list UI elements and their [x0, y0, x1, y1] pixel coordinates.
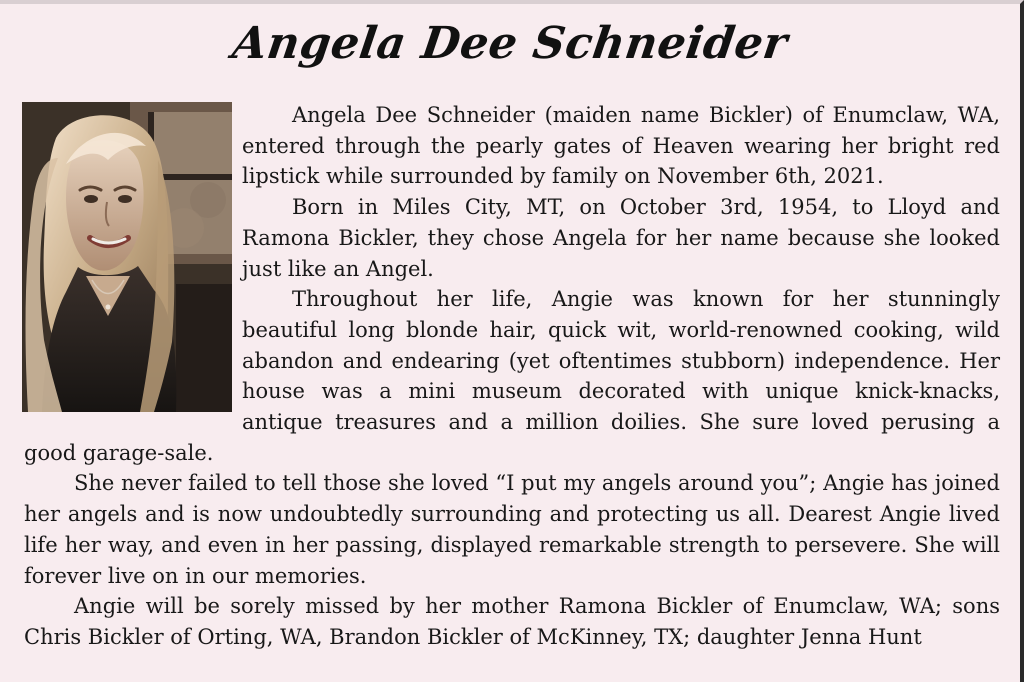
paragraph-1: Angela Dee Schneider (maiden name Bickler) of Enumclaw, WA, entered through the pearly gates of Heaven wearing her bright red lipstick while surrounded by family on November 6th, 2021.	[242, 103, 1000, 189]
paragraph-4: She never failed to tell those she loved “I put my angels around you”; Angie has joined her angels and is now undoubtedly surrounding and protecting us all. Dearest Angie lived life her way, and even in her passing, displayed remarkable strength to persevere. She will forever live on in our memories.	[24, 471, 1000, 588]
paragraph-5: Angie will be sorely missed by her mother Ramona Bickler of Enumclaw, WA; sons Chris Bickler of Orting, WA, Brandon Bickler of McKinney, TX; daughter Jenna Hunt	[24, 594, 1000, 649]
paragraph-3: Throughout her life, Angie was known for her stunningly beautiful long blonde hair, quick wit, world-renowned cooking, wild abandon and endearing (yet oftentimes stubborn) independence. Her house was a mini museum decorated with unique knick-knacks, antique treasures and a million doilies. She sure loved perusing a good garage-sale.	[24, 287, 1000, 465]
obituary-title: Angela Dee Schneider	[229, 18, 791, 69]
obituary-body	[24, 100, 1000, 653]
paragraph-2: Born in Miles City, MT, on October 3rd, 1954, to Lloyd and Ramona Bickler, they chose Angela for her name because she looked just like an Angel.	[242, 195, 1000, 281]
